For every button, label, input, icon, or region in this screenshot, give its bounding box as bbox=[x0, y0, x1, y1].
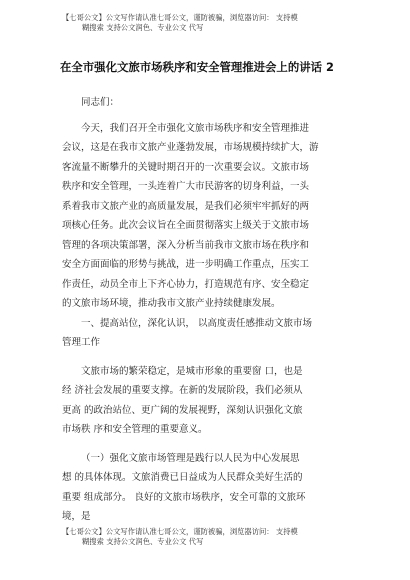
header-line-1: 【七哥公文】公文写作请认准七哥公文，谨防被骗，浏览器访问： 支持模 bbox=[62, 13, 298, 22]
paragraph-line: 客流量不断攀升的关键时期召开的一次重要会议。文旅市场 bbox=[62, 161, 310, 173]
paragraph-line: 经 济社会发展的重要支撑。在新的发展阶段，我们必须从 bbox=[62, 385, 303, 396]
paragraph-line: 重要 组成部分。 良好的文旅市场秩序，安全可靠的文旅环 bbox=[62, 491, 306, 503]
greeting: 同志们： bbox=[81, 97, 120, 108]
footer-line-1: 【七哥公文】公文写作请认准七哥公文，谨防被骗，浏览器访问： 支持模 bbox=[62, 527, 298, 536]
paragraph-line: 市场秩 序和安全管理的重要意义。 bbox=[62, 424, 208, 435]
paragraph-line: 安全方面面临的形势与挑战，进一步明确工作重点，压实工 bbox=[62, 259, 310, 270]
header-line-2: 糊搜索 支持公文润色、专业公文 代写 bbox=[82, 23, 204, 32]
paragraph-line: 境，是 bbox=[62, 511, 91, 522]
section-heading: 管理工作 bbox=[62, 337, 101, 348]
paragraph-line: 会议，这是在我市文旅产业蓬勃发展，市场规模持续扩大，游 bbox=[62, 142, 319, 153]
paragraph-line: 想 的具体体现。文旅消费已日益成为人民群众美好生活的 bbox=[62, 472, 303, 483]
document-body bbox=[62, 93, 354, 527]
page-header bbox=[62, 13, 352, 33]
document-title: 在全市强化文旅市场秩序和安全管理推进会上的讲话 2 bbox=[60, 60, 334, 74]
paragraph-line: 文旅市场的繁荣稳定，是城市形象的重要窗 口，也是 bbox=[81, 365, 303, 377]
paragraph-line: 今天，我们召开全市强化文旅市场秩序和安全管理推进 bbox=[81, 122, 310, 134]
paragraph-line: 作责任，动员全市上下齐心协力，打造规范有序、安全稳定 bbox=[62, 278, 310, 290]
paragraph-line: 项核心任务。此次会议旨在全面贯彻落实上级关于文旅市场 bbox=[62, 220, 310, 231]
paragraph-line: 的文旅市场环境，推动我市文旅产业持续健康发展。 bbox=[62, 298, 281, 309]
paragraph-line: 更高 的政治站位、更广阔的发展视野，深刻认识强化文旅 bbox=[62, 404, 303, 416]
footer-line-2: 糊搜索 支持公文润色、专业公文 代写 bbox=[82, 537, 204, 546]
paragraph-line: 秩序和安全管理，一头连着广大市民游客的切身利益，一头 bbox=[62, 181, 310, 192]
section-heading: 一、提高站位，深化认识， 以高度责任感推动文旅市场 bbox=[81, 317, 313, 329]
paragraph-line: 系着我市文旅产业的高质量发展，是我们必须牢牢抓好的两 bbox=[62, 200, 310, 212]
paragraph-line: 管理的各项决策部署，深入分析当前我市文旅市场在秩序和 bbox=[62, 239, 310, 251]
page-footer bbox=[62, 527, 352, 547]
paragraph-line: （一）强化文旅市场管理是践行以人民为中心发展思 bbox=[81, 452, 300, 464]
